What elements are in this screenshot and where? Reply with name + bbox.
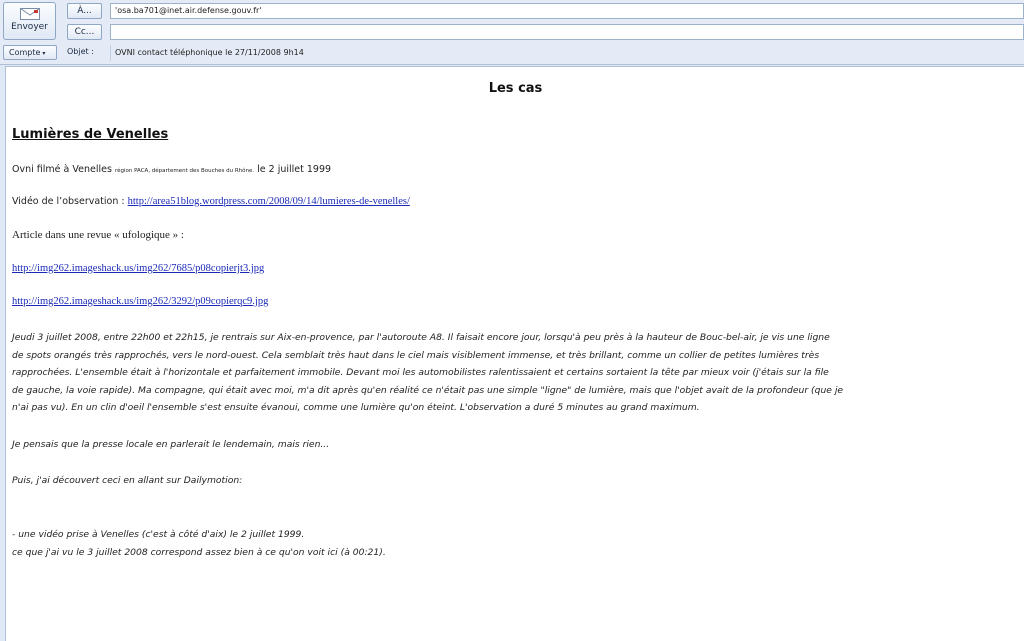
video-paragraph xyxy=(12,526,1012,561)
story-line: n'ai pas vu). En un clin d'oeil l'ensemble s'est ensuite évanoui, comme une lumière qu'on éteint. L'observation a duré 5 minutes au grand maximum. xyxy=(12,402,700,413)
article-label: Article dans une revue « ufologique » : xyxy=(12,229,184,241)
story-paragraph xyxy=(12,329,1012,417)
story-line: Jeudi 3 juillet 2008, entre 22h00 et 22h15, je rentrais sur Aix-en-provence, par l'autoroute A8. Il faisait encore jour, lorsqu'à peu près à la hauteur de Bouc-bel-air, je vis une ligne xyxy=(12,332,830,343)
video-link[interactable]: http://area51blog.wordpress.com/2008/09/14/lumieres-de-venelles/ xyxy=(127,196,410,207)
message-body[interactable] xyxy=(5,66,1024,641)
body-title: Les cas xyxy=(488,81,543,96)
subject-field[interactable]: OVNI contact téléphonique le 27/11/2008 9h14 xyxy=(110,45,1024,61)
account-label: Compte xyxy=(9,48,41,57)
chevron-down-icon: ▾ xyxy=(42,50,46,57)
intro-line xyxy=(12,164,331,175)
press-paragraph xyxy=(12,436,1012,454)
video-note-line-1: - une vidéo prise à Venelles (c'est à côté d'aix) le 2 juillet 1999. xyxy=(12,529,305,540)
story-line: de spots orangés très rapprochés, vers le nord-ouest. Cela semblait très haut dans le ciel mais visiblement immense, et très brillant, comme un collier de petites lumières très xyxy=(12,349,820,361)
subject-label: Objet : xyxy=(67,47,94,56)
cc-button[interactable]: Cc... xyxy=(67,24,102,40)
press-line: Je pensais que la presse locale en parlerait le lendemain, mais rien... xyxy=(12,439,330,450)
image-link-1-row xyxy=(12,263,264,274)
cc-field[interactable] xyxy=(110,24,1024,40)
to-field[interactable]: 'osa.ba701@inet.air.defense.gouv.fr' xyxy=(110,3,1024,19)
image-link-1[interactable]: http://img262.imageshack.us/img262/7685/p08copierjt3.jpg xyxy=(12,263,265,274)
video-line xyxy=(12,196,410,207)
section-heading: Lumières de Venelles xyxy=(12,127,169,142)
intro-small-text: région PACA, département des Bouches du Rhône. xyxy=(114,168,255,174)
send-label: Envoyer xyxy=(11,22,48,32)
dailymotion-paragraph xyxy=(12,472,1012,490)
account-button[interactable] xyxy=(3,45,57,60)
intro-text-a: Ovni filmé à Venelles xyxy=(12,164,115,175)
to-button[interactable]: À... xyxy=(67,3,102,19)
video-label: Vidéo de l’observation : xyxy=(12,196,128,207)
video-note-line-2: ce que j'ai vu le 3 juillet 2008 correspond assez bien à ce qu'on voit ici (à 00:21). xyxy=(12,546,386,558)
envelope-icon xyxy=(20,8,40,20)
image-link-2[interactable]: http://img262.imageshack.us/img262/3292/p09copierqc9.jpg xyxy=(12,296,269,307)
send-button[interactable] xyxy=(3,2,56,40)
story-line: rapprochées. L'ensemble était à l'horizontale et parfaitement immobile. Devant moi les automobilistes ralentissaient et certains sortaient la tête par mieux voir (j'étais sur la file xyxy=(12,367,829,378)
message-header xyxy=(0,0,1024,65)
story-line: de gauche, la voie rapide). Ma compagne, qui était avec moi, m'a dit après qu'en réalité ce n'était pas une simple "ligne" de lumière, mais que l'objet avait de la profondeur (que je xyxy=(12,384,844,396)
dailymotion-line: Puis, j'ai découvert ceci en allant sur Dailymotion: xyxy=(12,475,243,486)
image-link-2-row xyxy=(12,296,268,307)
intro-text-b: le 2 juillet 1999 xyxy=(254,164,332,175)
